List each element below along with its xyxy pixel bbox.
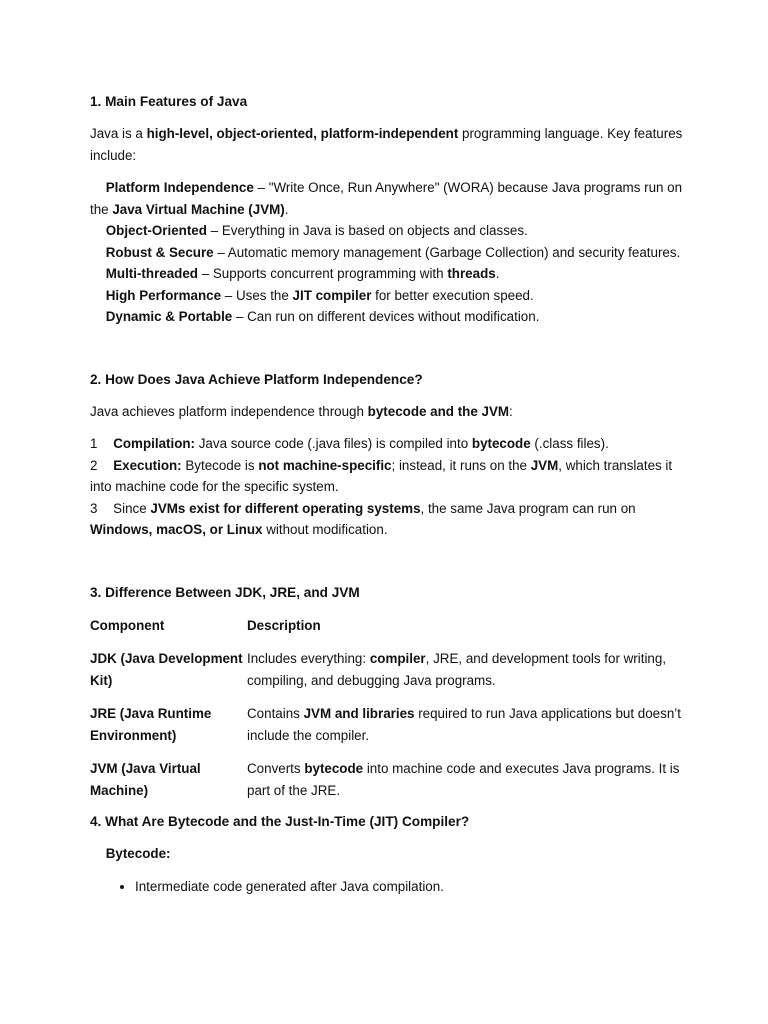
- subheading-bytecode: Bytecode:: [105, 846, 171, 861]
- section-heading-main-features: 1. Main Features of Java: [90, 94, 248, 109]
- step-cross-platform: 3 Since JVMs exist for different operating systems, the same Java program can run on Windows, macOS, or Linux without modification.: [90, 500, 636, 537]
- feature-dynamic-portable: Dynamic & Portable – Can run on different devices without modification.: [105, 309, 540, 324]
- table-header-description: Description: [247, 617, 321, 633]
- table-cell-description: Converts bytecode into machine code and executes Java programs. It is part of the JRE.: [247, 761, 680, 798]
- feature-platform-independence: Platform Independence – "Write Once, Run Anywhere" (WORA) because Java programs run on the Java Virtual Machine (JVM).: [90, 180, 683, 217]
- table-header-row: [90, 615, 690, 637]
- feature-object-oriented: Object-Oriented – Everything in Java is based on objects and classes.: [105, 223, 528, 238]
- table-cell-component: JVM (Java Virtual Machine): [90, 761, 201, 798]
- section-heading-jdk-jre-jvm: 3. Difference Between JDK, JRE, and JVM: [90, 584, 360, 600]
- bytecode-bullet-list: [90, 876, 690, 898]
- paragraph-java-intro: Java is a high-level, object-oriented, platform-independent programming language. Key features include:: [90, 126, 683, 163]
- feature-multi-threaded: Multi-threaded – Supports concurrent programming with threads.: [105, 266, 500, 281]
- feature-high-performance: High Performance – Uses the JIT compiler for better execution speed.: [105, 287, 534, 303]
- table-row: [90, 703, 690, 746]
- step-execution: 2 Execution: Bytecode is not machine-specific; instead, it runs on the JVM, which translates it into machine code for the specific system.: [90, 457, 673, 494]
- comparison-table: [90, 615, 690, 802]
- step-compilation: 1 Compilation: Java source code (.java files) is compiled into bytecode (.class files).: [90, 436, 609, 451]
- section-heading-bytecode-jit: 4. What Are Bytecode and the Just-In-Time (JIT) Compiler?: [90, 814, 470, 829]
- table-cell-component: JDK (Java Development Kit): [90, 651, 243, 688]
- table-header-component: Component: [90, 617, 165, 633]
- document-body: [90, 91, 690, 897]
- table-cell-component: JRE (Java Runtime Environment): [90, 706, 212, 743]
- list-item: • Intermediate code generated after Java compilation.: [135, 876, 690, 898]
- table-row: [90, 648, 690, 691]
- section-heading-platform-independence: 2. How Does Java Achieve Platform Independence?: [90, 371, 423, 387]
- table-cell-description: Contains JVM and libraries required to run Java applications but doesn’t include the compiler.: [247, 706, 681, 743]
- feature-robust-secure: Robust & Secure – Automatic memory management (Garbage Collection) and security features.: [105, 244, 681, 260]
- table-cell-description: Includes everything: compiler, JRE, and development tools for writing, compiling, and debugging Java programs.: [247, 651, 667, 688]
- paragraph-platform-intro: Java achieves platform independence through bytecode and the JVM:: [90, 403, 513, 419]
- table-row: [90, 758, 690, 801]
